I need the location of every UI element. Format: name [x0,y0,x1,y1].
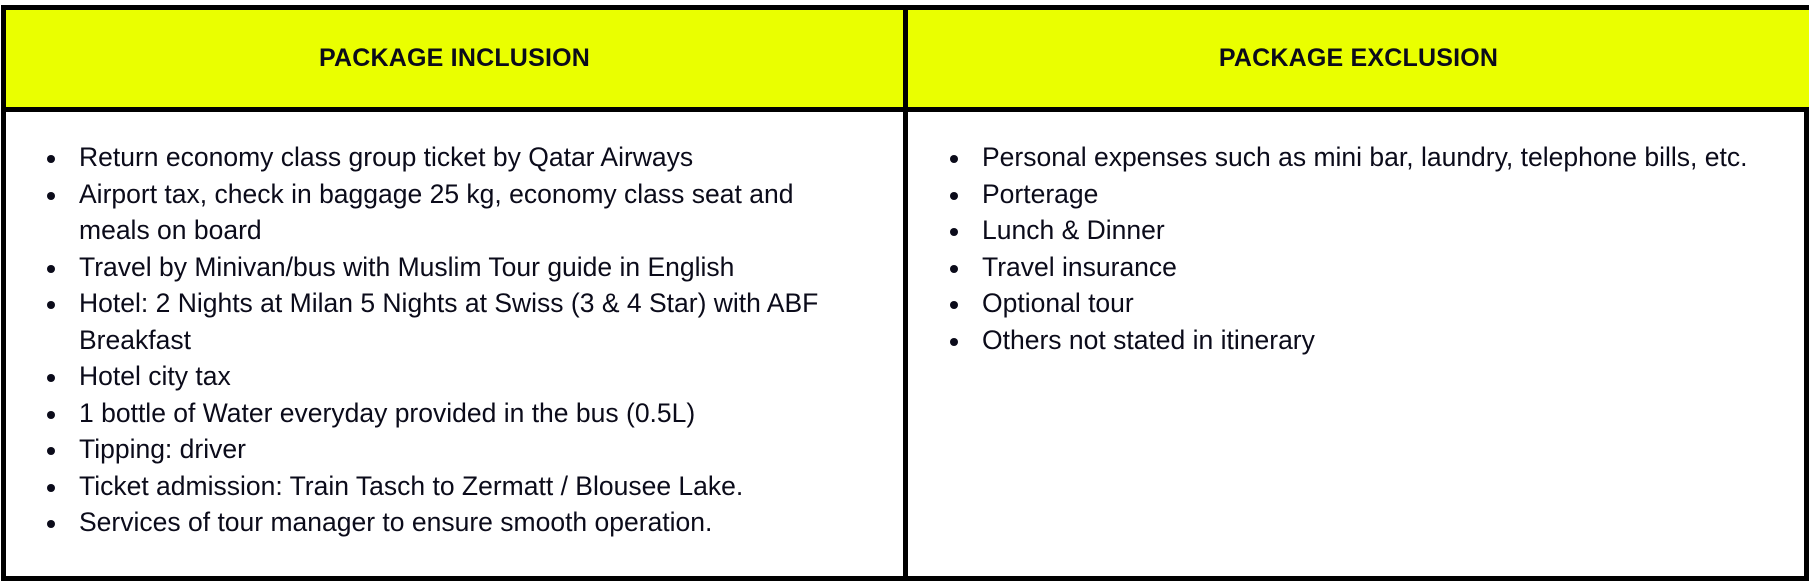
inclusion-list [6,139,903,541]
inclusion-header [6,10,908,112]
inclusion-cell [6,112,908,576]
inclusion-item: Travel by Minivan/bus with Muslim Tour guide in English [79,249,863,286]
inclusion-item: 1 bottle of Water everyday provided in the bus (0.5L) [79,395,863,432]
inclusion-item: Hotel: 2 Nights at Milan 5 Nights at Swiss (3 & 4 Star) with ABF Breakfast [79,285,863,358]
inclusion-heading: PACKAGE INCLUSION [318,44,590,72]
exclusion-item: Personal expenses such as mini bar, laundry, telephone bills, etc. [982,139,1789,176]
exclusion-item: Porterage [982,176,1789,213]
exclusion-item: Others not stated in itinerary [982,322,1789,359]
exclusion-list [908,139,1809,358]
exclusion-item: Lunch & Dinner [982,212,1789,249]
inclusion-item: Services of tour manager to ensure smooth operation. [79,504,863,541]
package-table [1,5,1809,581]
exclusion-item: Optional tour [982,285,1789,322]
exclusion-heading: PACKAGE EXCLUSION [1218,44,1499,72]
exclusion-cell [908,112,1809,576]
inclusion-item: Hotel city tax [79,358,863,395]
inclusion-item: Tipping: driver [79,431,863,468]
inclusion-item: Return economy class group ticket by Qatar Airways [79,139,863,176]
inclusion-item: Ticket admission: Train Tasch to Zermatt / Blousee Lake. [79,468,863,505]
inclusion-item: Airport tax, check in baggage 25 kg, economy class seat and meals on board [79,176,863,249]
exclusion-header [908,10,1809,112]
exclusion-item: Travel insurance [982,249,1789,286]
